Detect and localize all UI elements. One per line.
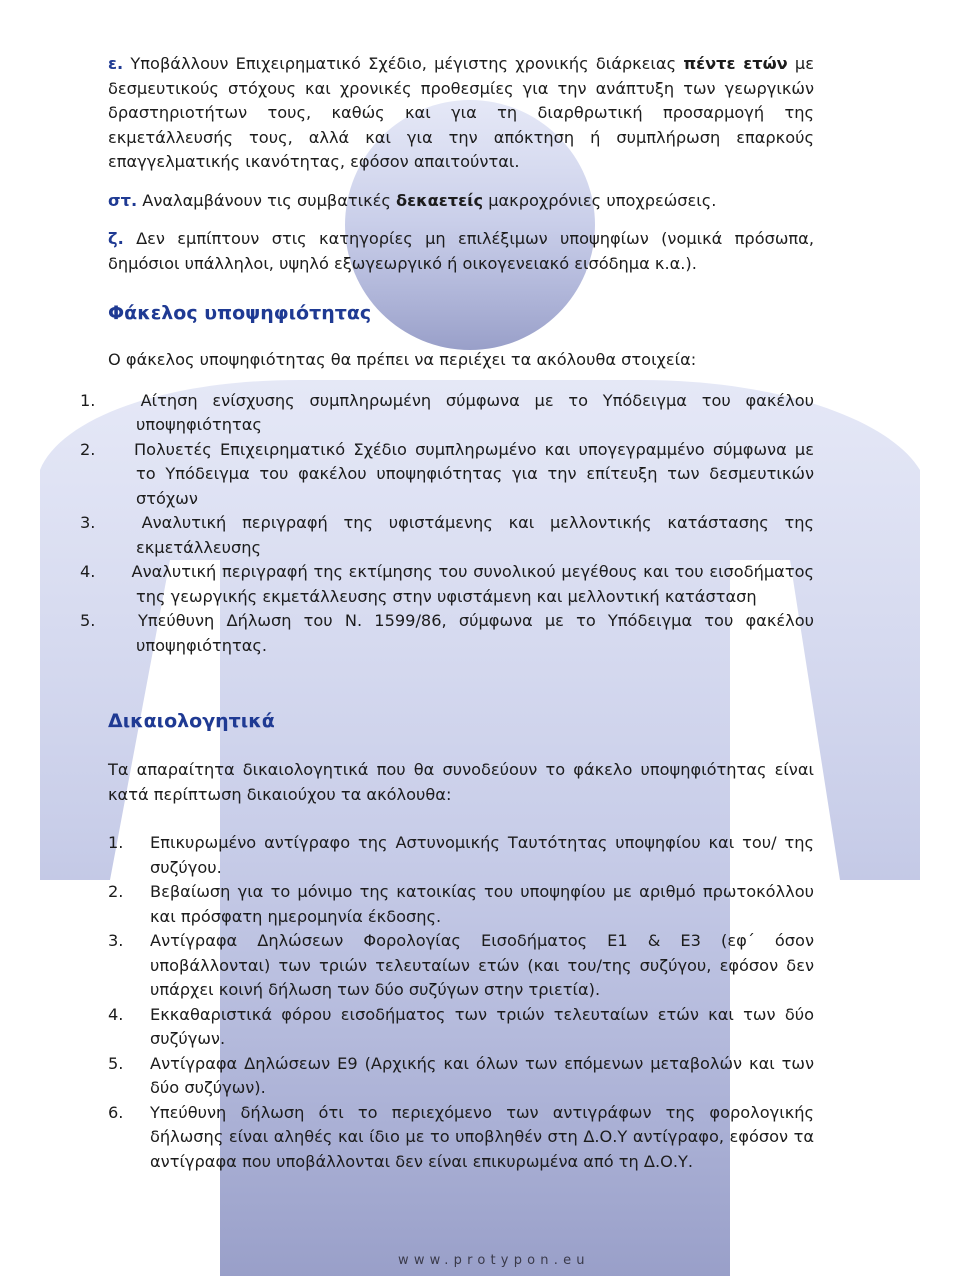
list-item: 6. Υπεύθυνη δήλωση ότι το περιεχόμενο των αντιγράφων της φορολογικής δήλωσης είναι αληθές και ίδιο με το υποβληθέν στη Δ.Ο.Υ αντίγραφο, εφόσον τα αντίγραφα που υποβάλλονται δεν είναι επικυρωμένα από τη Δ.Ο.Υ. xyxy=(108,1102,814,1171)
list-item: 1. Αίτηση ενίσχυσης συμπληρωμένη σύμφωνα με το Υπόδειγμα του φακέλου υποψηφιότητας xyxy=(80,390,814,434)
documents-heading: Δικαιολογητικά xyxy=(108,710,275,732)
item-marker: στ. xyxy=(108,190,138,210)
list-item: 2. Βεβαίωση για το μόνιμο της κατοικίας του υποψηφίου με αριθμό πρωτοκόλλου και πρόσφατη ημερομηνία έκδοσης. xyxy=(108,882,814,926)
list-item: 5. Υπεύθυνη Δήλωση του Ν. 1599/86, σύμφωνα με το Υπόδειγμα του φακέλου υποψηφιότητας. xyxy=(80,611,814,655)
application-heading: Φάκελος υποψηφιότητας xyxy=(108,302,372,324)
item-text: Υποβάλλουν Επιχειρηματικό Σχέδιο, μέγιστης χρονικής διάρκειας xyxy=(123,54,684,73)
eligibility-item-st xyxy=(108,189,814,214)
eligibility-item-e xyxy=(108,52,814,175)
item-emphasis: πέντε ετών xyxy=(683,54,788,73)
item-text: μακροχρόνιες υποχρεώσεις. xyxy=(483,190,717,210)
item-marker: ε. xyxy=(108,54,124,73)
application-list xyxy=(80,389,814,659)
application-intro: Ο φάκελος υποψηφιότητας θα πρέπει να περιέχει τα ακόλουθα στοιχεία: xyxy=(108,350,697,369)
item-text: με δεσμευτικούς στόχους και χρονικές προθεσμίες για την ανάπτυξη των γεωργικών δραστηριοτήτων τους, καθώς και για τη διαρθρωτική προσαρμογή της εκμετάλλευσής τους, αλλά και για την απόκτηση ή συμπλήρωση επαρκούς επαγγελματικής ικανότητας, εφόσον απαιτούνται. xyxy=(108,54,814,171)
list-item: 4. Εκκαθαριστικά φόρου εισοδήματος των τριών τελευταίων ετών και των δύο συζύγων. xyxy=(108,1004,814,1048)
documents-intro: Τα απαραίτητα δικαιολογητικά που θα συνοδεύουν το φάκελο υποψηφιότητας είναι κατά περίπτωση δικαιούχου τα ακόλουθα: xyxy=(108,760,814,804)
list-item: 1. Επικυρωμένο αντίγραφο της Αστυνομικής Ταυτότητας υποψηφίου και του/ της συζύγου. xyxy=(108,833,814,877)
document-body xyxy=(80,52,814,1174)
list-item: 2. Πολυετές Επιχειρηματικό Σχέδιο συμπληρωμένο και υπογεγραμμένο σύμφωνα με το Υπόδειγμα του φακέλου υποψηφιότητας για την επίτευξη των δεσμευτικών στόχων xyxy=(80,439,814,508)
list-item: 3. Αντίγραφα Δηλώσεων Φορολογίας Εισοδήματος Ε1 & Ε3 (εφ΄ όσον υποβάλλονται) των τριών τελευταίων ετών (και του/της συζύγου, εφόσον δεν υπάρχει κοινή δήλωση των δύο συζύγων στην τριετία). xyxy=(108,931,814,999)
list-item: 4. Αναλυτική περιγραφή της εκτίμησης του συνολικού μεγέθους και του εισοδήματος της γεωργικής εκμετάλλευσης στην υφιστάμενη και μελλοντική κατάσταση xyxy=(80,562,814,606)
item-marker: ζ. xyxy=(108,229,124,248)
footer-url[interactable]: www.protypon.eu xyxy=(398,1253,590,1268)
item-emphasis: δεκαετείς xyxy=(396,190,484,210)
eligibility-item-z xyxy=(108,227,814,276)
item-text: Δεν εμπίπτουν στις κατηγορίες μη επιλέξιμων υποψηφίων (νομικά πρόσωπα, δημόσιοι υπάλληλοι, υψηλό εξωγεωργικό ή οικογενειακό εισόδημα κ.α.). xyxy=(108,229,814,273)
item-text: Αναλαμβάνουν τις συμβατικές xyxy=(137,190,397,210)
list-item: 5. Αντίγραφα Δηλώσεων Ε9 (Αρχικής και όλων των επόμενων μεταβολών και των δύο συζύγων). xyxy=(108,1053,814,1097)
documents-list xyxy=(108,831,814,1174)
list-item: 3. Αναλυτική περιγραφή της υφιστάμενης και μελλοντικής κατάστασης της εκμετάλλευσης xyxy=(80,513,814,557)
